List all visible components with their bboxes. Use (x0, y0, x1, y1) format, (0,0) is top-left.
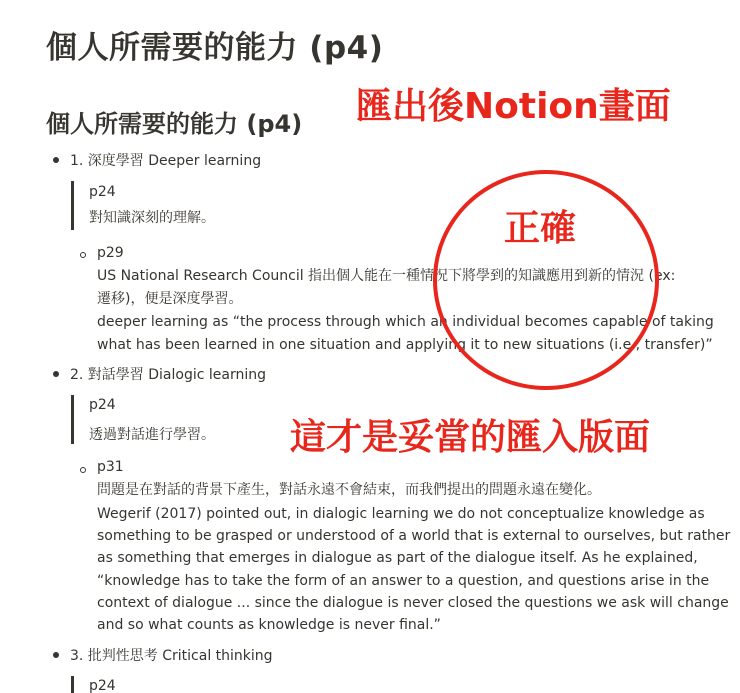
paragraph-line: as something that emerges in dialogue as part of the dialogue itself. As he explained, (97, 550, 698, 566)
quote-text: 對知識深刻的理解。 (89, 210, 215, 226)
bullet-icon (53, 652, 59, 658)
quote-page: p24 (89, 397, 116, 413)
paragraph-line: “knowledge has to take the form of an answer to a question, and questions arise in the (97, 573, 710, 589)
section-heading: 個人所需要的能力 (p4) (46, 110, 303, 138)
list-item-dialogic-learning[interactable]: 2. 對話學習 Dialogic learning (70, 367, 266, 383)
proper-layout-annotation: 這才是妥當的匯入版面 (290, 417, 651, 458)
page-title: 個人所需要的能力 (p4) (46, 30, 384, 66)
paragraph-line: context of dialogue ... since the dialogue is never closed the questions we ask will change (97, 595, 729, 611)
quote-bar (71, 181, 74, 230)
quote-bar (71, 676, 74, 693)
quote-page: p24 (89, 184, 116, 200)
paragraph-line: something to be grasped or understood of a world that is external to ourselves, but rather (97, 528, 731, 544)
quote-text: 透過對話進行學習。 (89, 427, 215, 443)
quote-bar (71, 395, 74, 444)
sub-item-page: p29 (97, 245, 124, 261)
export-annotation: 匯出後Notion畫面 (356, 86, 671, 127)
sub-bullet-icon (80, 467, 86, 473)
paragraph-line: Wegerif (2017) pointed out, in dialogic learning we do not conceptualize knowledge as (97, 506, 705, 522)
sub-item-page: p31 (97, 459, 124, 475)
bullet-icon (53, 371, 59, 377)
paragraph-line: 問題是在對話的背景下產生，對話永遠不會結束，而我們提出的問題永遠在變化。 (97, 482, 601, 498)
paragraph-line: and so what counts as knowledge is never final.” (97, 617, 441, 633)
bullet-icon (53, 157, 59, 163)
paragraph-line: what has been learned in one situation and applying it to new situations (i.e., transfer)” (97, 337, 713, 353)
quote-page: p24 (89, 678, 116, 693)
sub-bullet-icon (80, 252, 86, 258)
paragraph-line: 遷移)，便是深度學習。 (97, 291, 243, 307)
paragraph-line: deeper learning as “the process through which an individual becomes capable of taking (97, 314, 714, 330)
paragraph-line: US National Research Council 指出個人能在一種情況下將學到的知識應用到新的情況 (ex: (97, 268, 676, 284)
list-item-deeper-learning[interactable]: 1. 深度學習 Deeper learning (70, 153, 262, 169)
correct-annotation: 正確 (504, 208, 577, 249)
list-item-critical-thinking[interactable]: 3. 批判性思考 Critical thinking (70, 648, 273, 664)
